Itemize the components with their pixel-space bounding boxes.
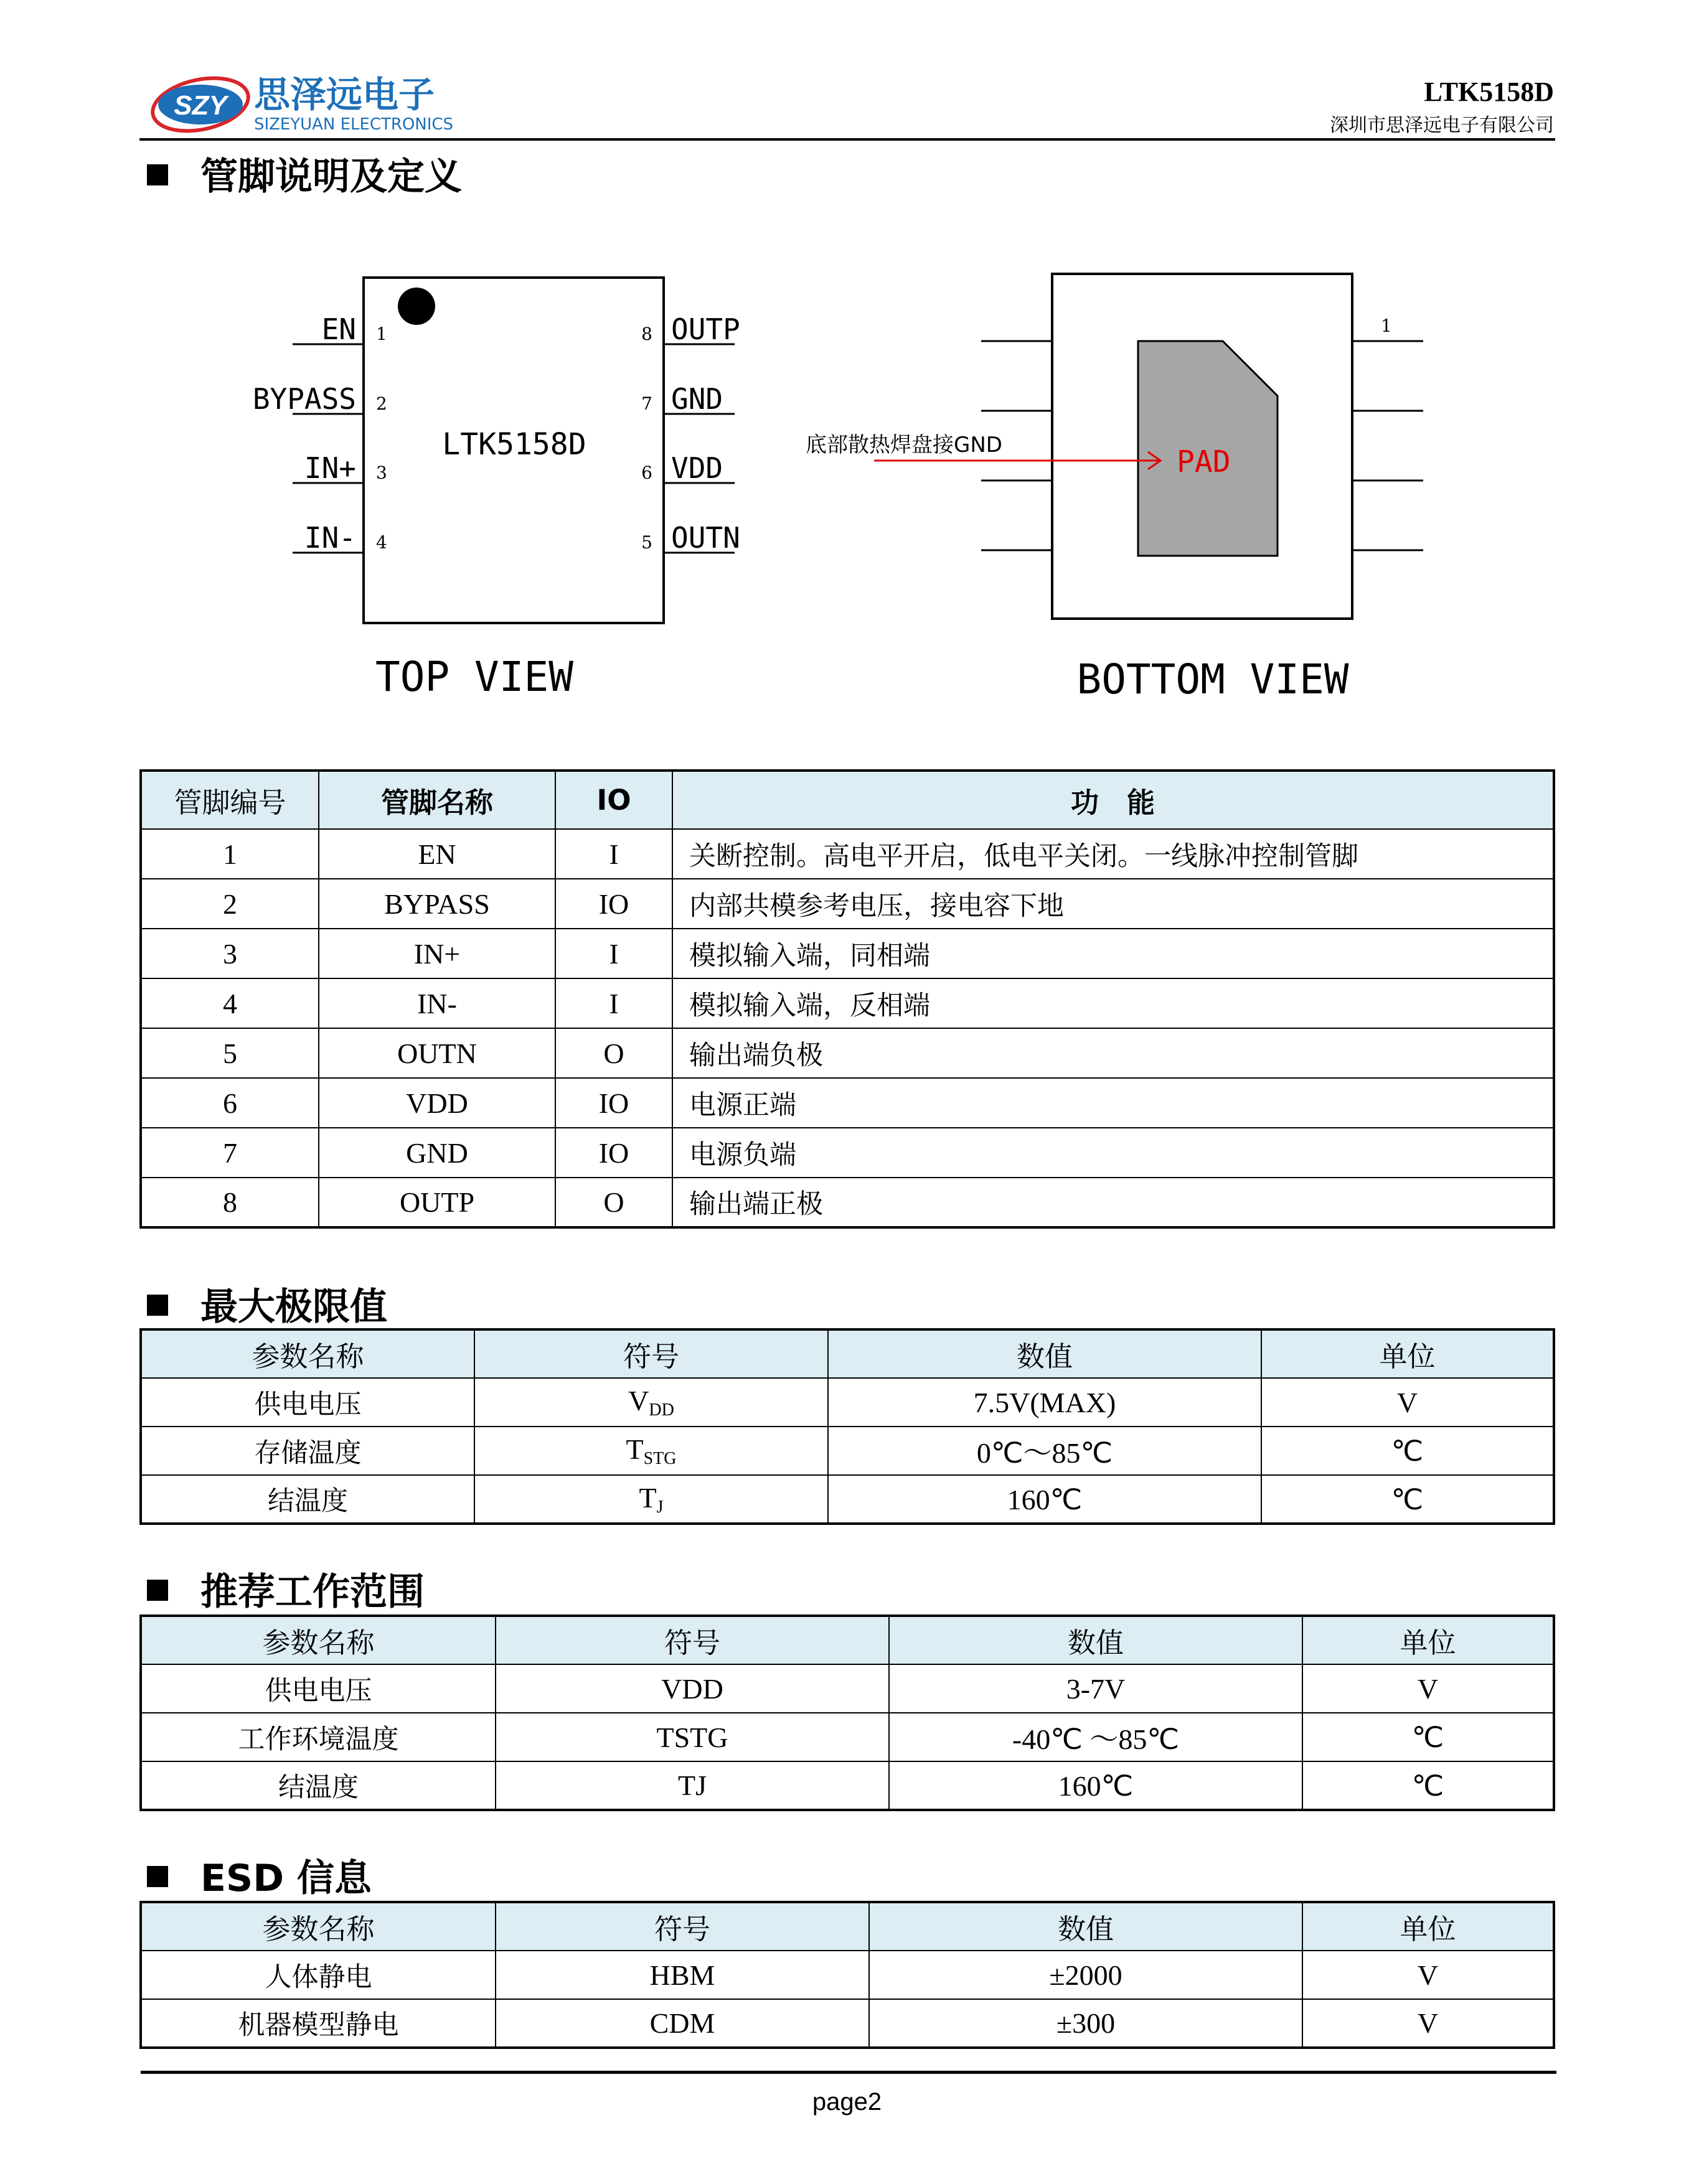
cell: 6	[141, 1078, 319, 1128]
cell: ±2000	[869, 1951, 1302, 1999]
cell: 结温度	[141, 1475, 474, 1524]
cell: OUTN	[319, 1028, 555, 1078]
cell: VDD	[319, 1078, 555, 1128]
cell: I	[555, 978, 672, 1028]
cell: 供电电压	[141, 1664, 496, 1713]
cell: -40℃ ～85℃	[889, 1713, 1302, 1761]
bullet-square-icon	[147, 1866, 168, 1887]
header-model: LTK5158D	[1424, 77, 1554, 107]
cell: VDD	[496, 1664, 889, 1713]
header-cell: 管脚名称	[319, 771, 555, 829]
section-title-pins: 管脚说明及定义	[147, 147, 462, 200]
cell: 2	[141, 879, 319, 929]
logo-mark: SZY	[174, 90, 227, 121]
top-view-caption: TOP VIEW	[375, 653, 573, 701]
cell: CDM	[496, 1999, 869, 2048]
cell: IO	[555, 1128, 672, 1178]
header-cell: 符号	[496, 1902, 869, 1951]
pin-name-outn: OUTN	[671, 521, 740, 555]
cell: BYPASS	[319, 879, 555, 929]
cell: 内部共模参考电压，接电容下地	[672, 879, 1554, 929]
pin-name-bypass: BYPASS	[252, 382, 356, 416]
cell: 7	[141, 1128, 319, 1178]
cell: V	[1302, 1999, 1554, 2048]
pin-diagrams	[0, 0, 1694, 716]
section-title-abs-max: 最大极限值	[147, 1277, 387, 1331]
bullet-square-icon	[147, 1295, 168, 1316]
table-header-row	[141, 1329, 1554, 1378]
pin1-label: 1	[1381, 316, 1392, 336]
section-title-recommended: 推荐工作范围	[147, 1562, 425, 1616]
cell: 4	[141, 978, 319, 1028]
bottom-view-caption: BOTTOM VIEW	[1076, 655, 1349, 703]
cell: 工作环境温度	[141, 1713, 496, 1761]
table-row	[141, 1427, 1554, 1475]
esd-table	[139, 1901, 1555, 2049]
cell: 7.5V(MAX)	[828, 1378, 1261, 1427]
top-view-diagram	[253, 278, 740, 701]
recommended-table	[139, 1615, 1555, 1811]
pin-number: 1	[376, 324, 387, 344]
table-row	[141, 1664, 1554, 1713]
footer-rule	[141, 2071, 1556, 2074]
table-row	[141, 1713, 1554, 1761]
pin-name-gnd: GND	[671, 382, 723, 416]
cell: 3	[141, 929, 319, 978]
table-row	[141, 929, 1554, 978]
cell: V	[1302, 1664, 1554, 1713]
header-cell: 功 能	[672, 771, 1554, 829]
symbol-cell: $V_{DD}$	[474, 1378, 828, 1427]
cell: TJ	[496, 1761, 889, 1810]
table-row	[141, 1128, 1554, 1178]
table-row	[141, 1761, 1554, 1810]
table-row	[141, 1378, 1554, 1427]
cell: 1	[141, 829, 319, 879]
pin-table	[139, 769, 1555, 1229]
abs-max-table	[139, 1328, 1555, 1525]
cell: 机器模型静电	[141, 1999, 496, 2048]
cell: ℃	[1302, 1761, 1554, 1810]
cell: 结温度	[141, 1761, 496, 1810]
cell: 5	[141, 1028, 319, 1078]
symbol-cell: $T_{STG}$	[474, 1427, 828, 1475]
cell: TSTG	[496, 1713, 889, 1761]
cell: 0℃～85℃	[828, 1427, 1261, 1475]
header-cell: 单位	[1302, 1616, 1554, 1664]
table-row	[141, 1951, 1554, 1999]
pin-name-en: EN	[321, 312, 356, 346]
pin-name-in-plus: IN+	[304, 451, 356, 485]
cell: IN-	[319, 978, 555, 1028]
logo-chinese-name: 思泽远电子	[254, 73, 435, 116]
cell: 存储温度	[141, 1427, 474, 1475]
bullet-square-icon	[147, 1580, 168, 1601]
cell: V	[1261, 1378, 1554, 1427]
header-cell: 单位	[1302, 1902, 1554, 1951]
cell: 8	[141, 1178, 319, 1227]
cell: 电源负端	[672, 1128, 1554, 1178]
header-cell: 参数名称	[141, 1616, 496, 1664]
table-row	[141, 1178, 1554, 1227]
cell: 输出端正极	[672, 1178, 1554, 1227]
cell: IO	[555, 1078, 672, 1128]
pin-number: 6	[641, 462, 652, 483]
table-row	[141, 879, 1554, 929]
cell: 160℃	[828, 1475, 1261, 1524]
header-cell: 符号	[496, 1616, 889, 1664]
table-header-row	[141, 1616, 1554, 1664]
pin-number: 2	[376, 393, 387, 414]
table-row	[141, 978, 1554, 1028]
header-cell: 参数名称	[141, 1329, 474, 1378]
header-cell: 参数名称	[141, 1902, 496, 1951]
cell: 供电电压	[141, 1378, 474, 1427]
cell: I	[555, 929, 672, 978]
header-company: 深圳市思泽远电子有限公司	[1330, 115, 1554, 136]
pin1-dot-icon	[398, 288, 435, 325]
logo-english-name: SIZEYUAN ELECTRONICS	[254, 115, 453, 134]
pin-name-vdd: VDD	[671, 451, 723, 485]
header-cell: 符号	[474, 1329, 828, 1378]
pin-number: 8	[641, 324, 652, 344]
pin-number: 4	[376, 532, 387, 553]
cell: ±300	[869, 1999, 1302, 2048]
pin-number: 7	[641, 393, 652, 414]
cell: IO	[555, 879, 672, 929]
bottom-view-diagram	[806, 274, 1423, 703]
symbol-cell: $T_J$	[474, 1475, 828, 1524]
cell: 模拟输入端，同相端	[672, 929, 1554, 978]
cell: ℃	[1261, 1427, 1554, 1475]
cell: 160℃	[889, 1761, 1302, 1810]
table-header-row	[141, 1902, 1554, 1951]
cell: ℃	[1261, 1475, 1554, 1524]
cell: EN	[319, 829, 555, 879]
header-cell: 数值	[828, 1329, 1261, 1378]
cell: O	[555, 1178, 672, 1227]
cell: 3-7V	[889, 1664, 1302, 1713]
cell: 输出端负极	[672, 1028, 1554, 1078]
header-cell: 数值	[889, 1616, 1302, 1664]
pad-label: PAD	[1177, 444, 1231, 479]
table-row	[141, 829, 1554, 879]
table-header-row	[141, 771, 1554, 829]
pin-number: 3	[376, 462, 387, 483]
cell: 电源正端	[672, 1078, 1554, 1128]
cell: 关断控制。高电平开启，低电平关闭。一线脉冲控制管脚	[672, 829, 1554, 879]
pin-name-in-minus: IN-	[304, 521, 356, 555]
pad-note: 底部散热焊盘接GND	[806, 433, 1002, 457]
table-row	[141, 1028, 1554, 1078]
cell: I	[555, 829, 672, 879]
section-title-esd: ESD 信息	[147, 1849, 372, 1902]
cell: IN+	[319, 929, 555, 978]
header-cell: 管脚编号	[141, 771, 319, 829]
table-row	[141, 1078, 1554, 1128]
cell: OUTP	[319, 1178, 555, 1227]
table-row	[141, 1999, 1554, 2048]
table-row	[141, 1475, 1554, 1524]
cell: 人体静电	[141, 1951, 496, 1999]
header-cell: IO	[555, 771, 672, 829]
chip-name: LTK5158D	[442, 427, 586, 462]
cell: HBM	[496, 1951, 869, 1999]
header-cell: 数值	[869, 1902, 1302, 1951]
cell: ℃	[1302, 1713, 1554, 1761]
pin-number: 5	[641, 532, 652, 553]
cell: O	[555, 1028, 672, 1078]
cell: V	[1302, 1951, 1554, 1999]
cell: GND	[319, 1128, 555, 1178]
page-number: page2	[812, 2088, 882, 2116]
header-cell: 单位	[1261, 1329, 1554, 1378]
pin-name-outp: OUTP	[671, 312, 740, 346]
cell: 模拟输入端，反相端	[672, 978, 1554, 1028]
